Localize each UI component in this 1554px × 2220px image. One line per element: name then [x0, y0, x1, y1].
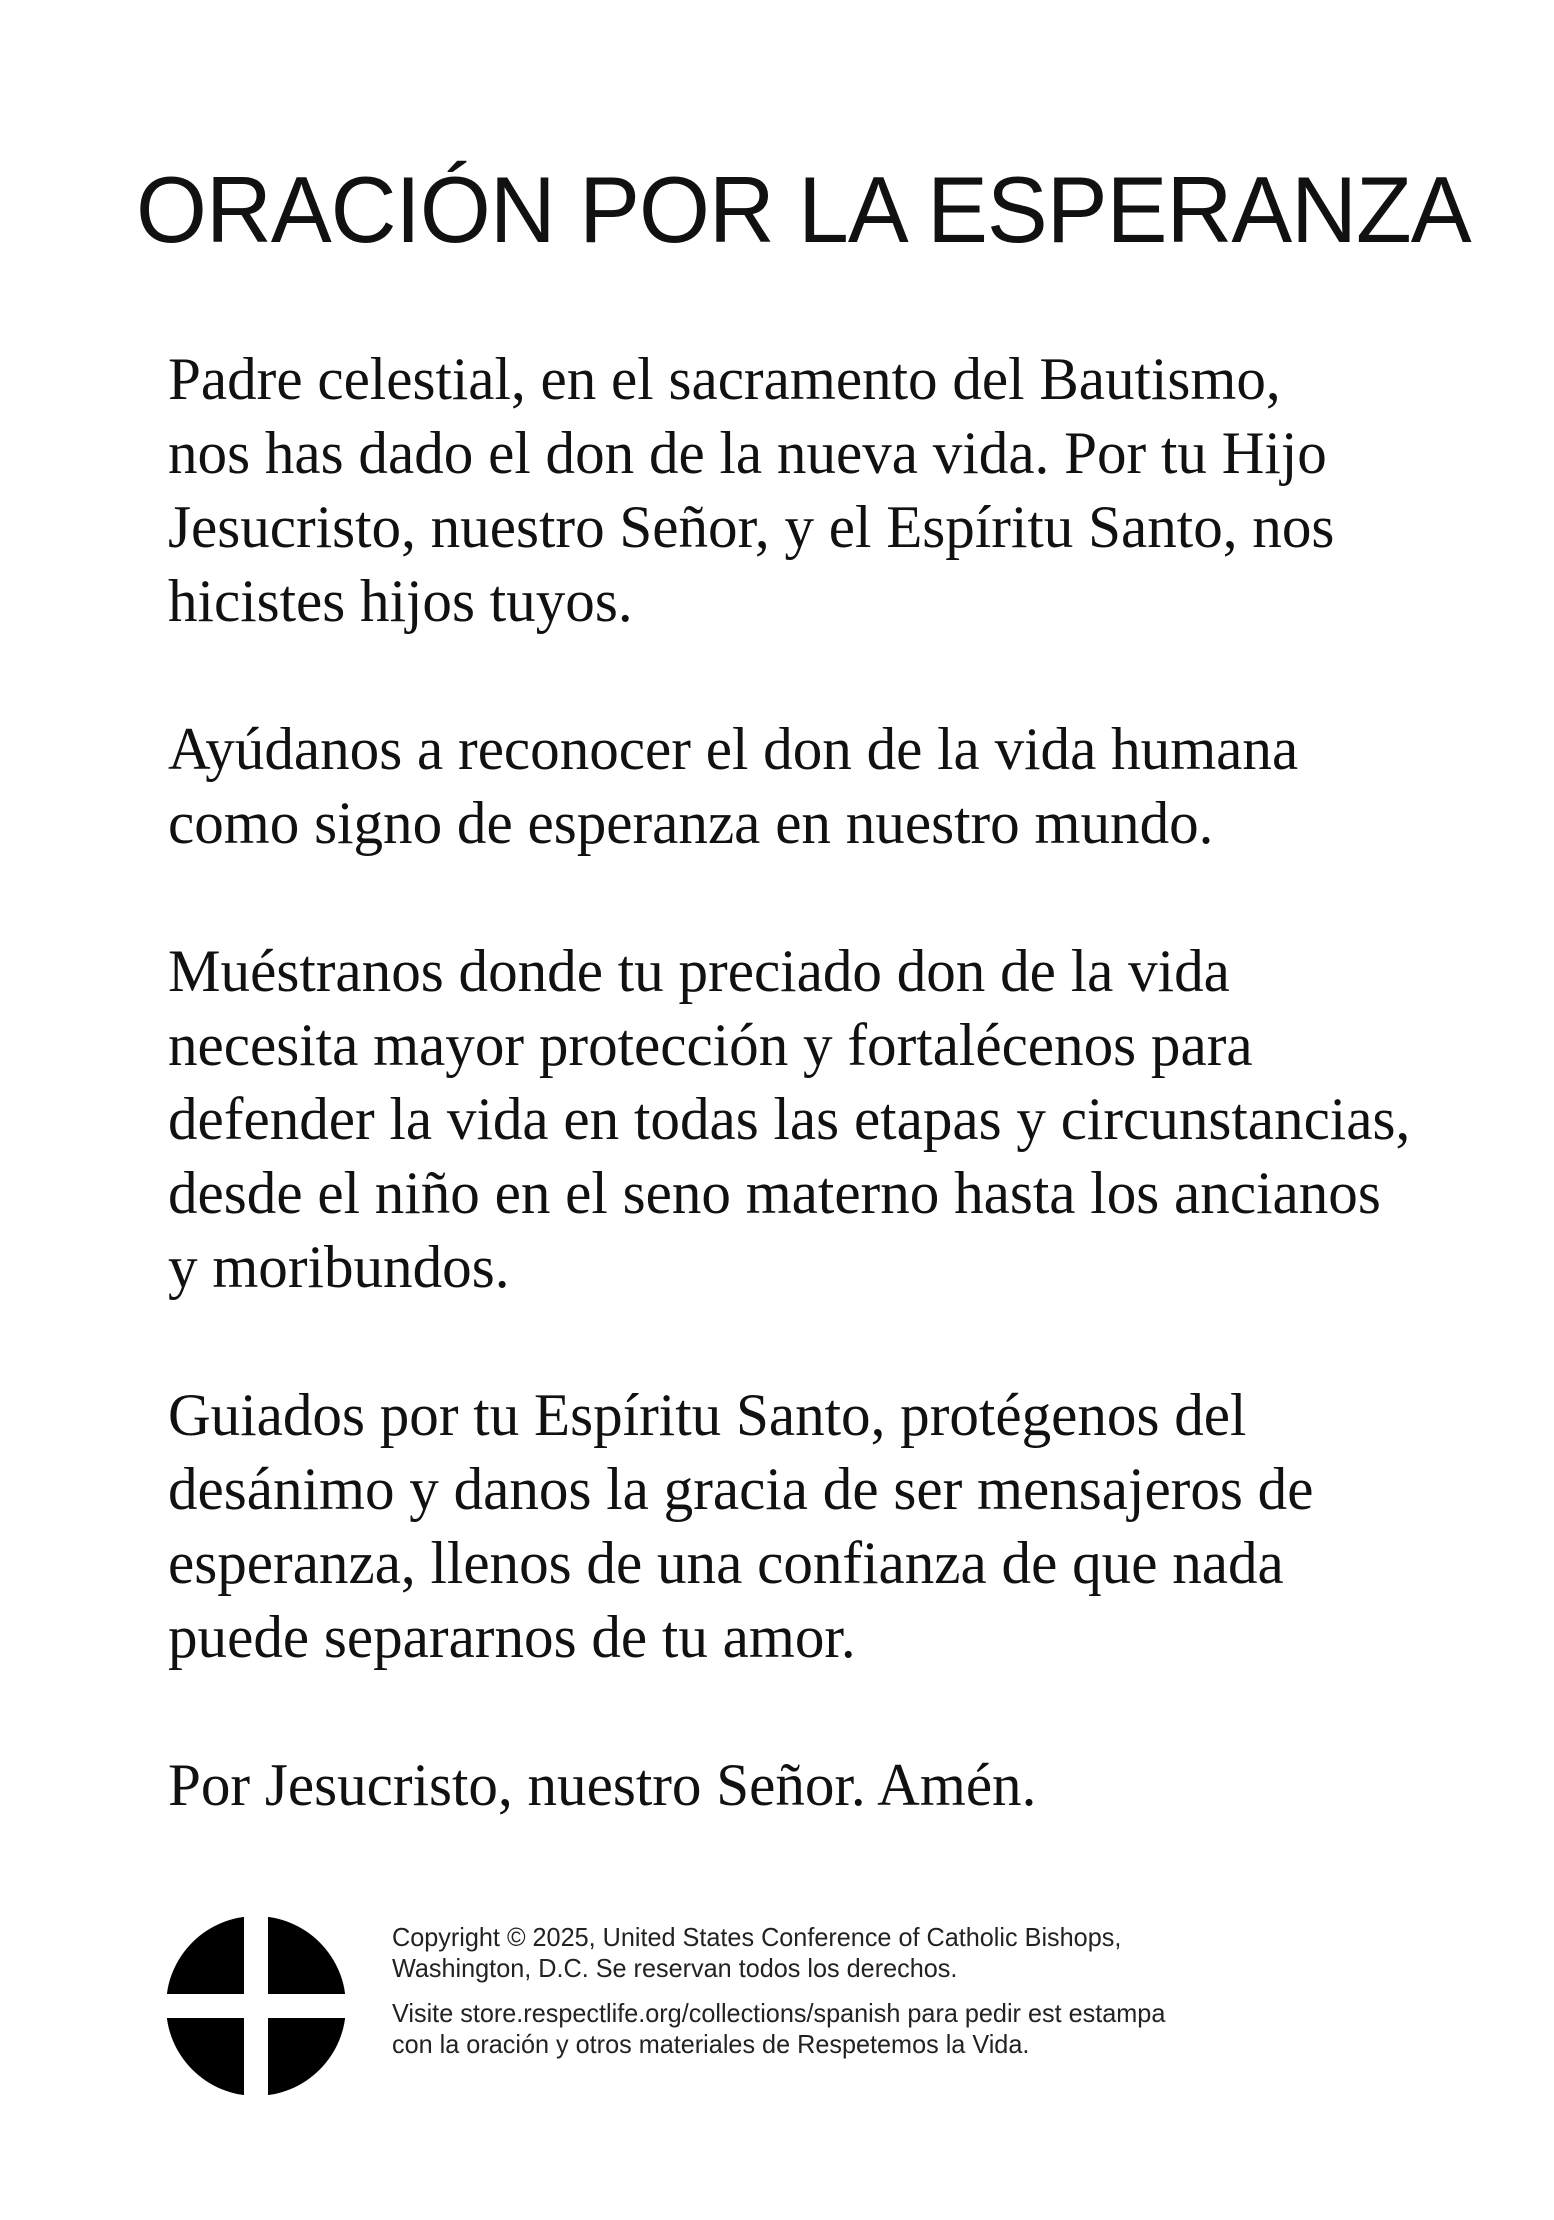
logo-quadrant-bottom-left	[164, 2018, 244, 2098]
usccb-cross-circle-icon	[164, 1914, 348, 2098]
prayer-line: Guiados por tu Espíritu Santo, protégenos del	[168, 1382, 1247, 1448]
copyright-line: Washington, D.C. Se reservan todos los derechos.	[392, 1953, 958, 1983]
prayer-line: desánimo y danos la gracia de ser mensajeros de	[168, 1456, 1314, 1522]
prayer-line: Jesucristo, nuestro Señor, y el Espíritu Santo, nos	[168, 494, 1335, 560]
prayer-closing-line: Por Jesucristo, nuestro Señor. Amén.	[168, 1752, 1037, 1818]
copyright-notice	[392, 1922, 1392, 1984]
prayer-line: esperanza, llenos de una confianza de que nada	[168, 1530, 1284, 1596]
page-title: ORACIÓN POR LA ESPERANZA	[136, 157, 1471, 262]
prayer-line: desde el niño en el seno materno hasta los ancianos	[168, 1160, 1381, 1226]
footer	[392, 1922, 1392, 2060]
copyright-line: Copyright © 2025, United States Conference of Catholic Bishops,	[392, 1922, 1122, 1952]
prayer-line: hicistes hijos tuyos.	[168, 568, 633, 634]
logo-quadrant-top-right	[268, 1914, 348, 1994]
prayer-line: como signo de esperanza en nuestro mundo.	[168, 790, 1214, 856]
store-line: Visite store.respectlife.org/collections/spanish para pedir est estampa	[392, 1998, 1166, 2028]
prayer-line: Muéstranos donde tu preciado don de la vida	[168, 938, 1230, 1004]
prayer-line: nos has dado el don de la nueva vida. Por tu Hijo	[168, 420, 1327, 486]
prayer-line: necesita mayor protección y fortalécenos para	[168, 1012, 1253, 1078]
logo-quadrant-top-left	[164, 1914, 244, 1994]
prayer-line: Padre celestial, en el sacramento del Bautismo,	[168, 346, 1281, 412]
prayer-line: defender la vida en todas las etapas y circunstancias,	[168, 1086, 1411, 1152]
store-notice	[392, 1998, 1392, 2060]
prayer-line: Ayúdanos a reconocer el don de la vida humana	[168, 716, 1299, 782]
prayer-line: y moribundos.	[168, 1234, 510, 1300]
prayer-line: puede separarnos de tu amor.	[168, 1604, 856, 1670]
store-line: con la oración y otros materiales de Respetemos la Vida.	[392, 2029, 1030, 2059]
logo-quadrant-bottom-right	[268, 2018, 348, 2098]
